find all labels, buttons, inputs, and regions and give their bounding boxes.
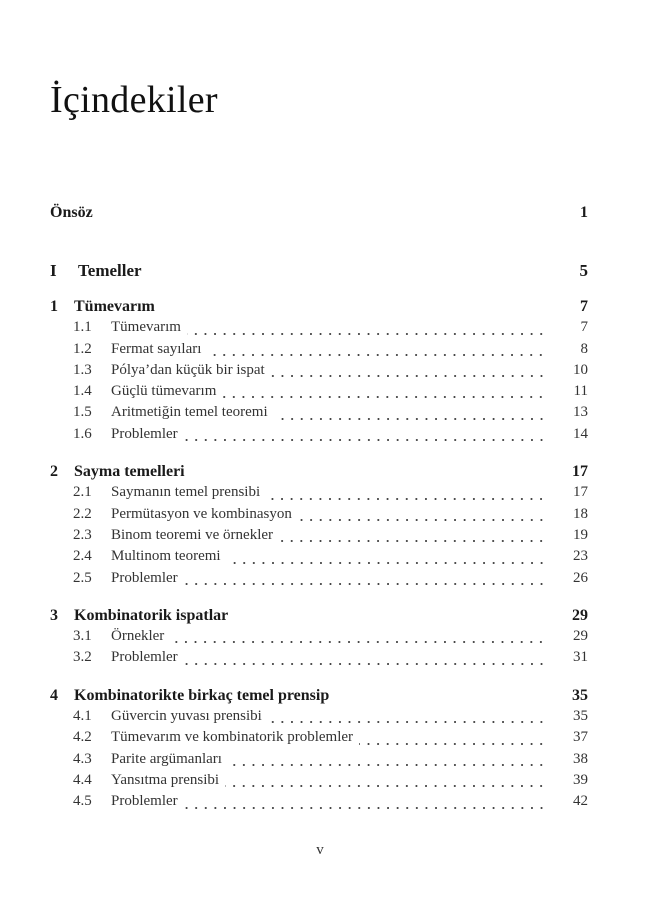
table-of-contents [50,200,588,813]
dot-leader [207,339,546,360]
section-number: 1.6 [73,425,92,442]
section-number: 4.2 [73,729,92,746]
toc-entry-section[interactable] [50,770,588,791]
entry-page: 42 [573,793,588,810]
entry-page: 29 [573,628,588,645]
entry-title: Kombinatorikte birkaç temel prensip [74,686,330,704]
page-title: İçindekiler [50,79,218,121]
entry-page: 35 [573,708,588,725]
toc-entry-section[interactable] [50,626,588,647]
dot-leader [268,706,546,727]
toc-entry-chapter[interactable] [50,296,588,317]
section-number: 3.1 [73,628,92,645]
dot-leader [187,318,546,339]
entry-page: 7 [580,298,588,315]
toc-entry-section[interactable] [50,360,588,381]
entry-title: Fermat sayıları [111,340,202,357]
entry-title: Problemler [111,649,178,666]
entry-page: 31 [573,649,588,666]
entry-page: 5 [579,261,588,280]
entry-title: Tümevarım ve kombinatorik problemler [111,729,354,746]
toc-entry-section[interactable] [50,647,588,668]
chapter-number: 3 [50,606,58,624]
toc-entry-section[interactable] [50,317,588,338]
toc-entry-section[interactable] [50,339,588,360]
toc-entry-section[interactable] [50,546,588,567]
section-number: 1.4 [73,383,92,400]
section-number: 4.5 [73,793,92,810]
entry-title: Kombinatorik ispatlar [74,606,229,624]
entry-title: Örnekler [111,628,165,645]
entry-title: Pólya’dan küçük bir ispat [111,361,265,378]
entry-page: 14 [573,425,588,442]
toc-entry-section[interactable] [50,402,588,423]
section-number: 1.2 [73,340,92,357]
entry-page: 10 [573,361,588,378]
section-number: 1.3 [73,361,92,378]
entry-title: Temeller [78,261,142,280]
entry-page: 26 [573,569,588,586]
entry-page: 17 [573,484,588,501]
dot-leader [222,381,546,402]
entry-title: Aritmetiğin temel teoremi [111,404,268,421]
section-number: 2.5 [73,569,92,586]
section-number: 2.4 [73,548,92,565]
dot-leader [184,792,546,813]
toc-entry-section[interactable] [50,706,588,727]
section-number: 2.3 [73,526,92,543]
chapter-number: 4 [50,686,58,704]
section-number: 4.1 [73,708,92,725]
section-number: 2.1 [73,484,92,501]
entry-title: Yansıtma prensibi [111,771,220,788]
toc-entry-section[interactable] [50,568,588,589]
section-number: 3.2 [73,649,92,666]
section-number: 1.5 [73,404,92,421]
toc-entry-chapter[interactable] [50,605,588,626]
dot-leader [228,749,546,770]
entry-title: Güvercin yuvası prensibi [111,708,262,725]
toc-entry-section[interactable] [50,424,588,445]
toc-entry-section[interactable] [50,482,588,503]
dot-leader [279,525,546,546]
section-number: 4.4 [73,771,92,788]
entry-title: Sayma temelleri [74,463,185,481]
entry-title: Güçlü tümevarım [111,383,217,400]
entry-title: Binom teoremi ve örnekler [111,526,274,543]
chapter-number: 2 [50,463,58,481]
entry-page: 7 [580,319,588,336]
entry-title: Parite argümanları [111,750,222,767]
section-number: 4.3 [73,750,92,767]
toc-entry-chapter[interactable] [50,685,588,706]
entry-page: 17 [572,463,588,481]
entry-page: 38 [573,750,588,767]
toc-entry-section[interactable] [50,504,588,525]
part-number: I [50,261,57,280]
entry-page: 23 [573,548,588,565]
entry-title: Tümevarım [74,298,155,315]
entry-page: 19 [573,526,588,543]
entry-page: 18 [573,505,588,522]
entry-page: 13 [573,404,588,421]
entry-page: 37 [573,729,588,746]
toc-entry-section[interactable] [50,749,588,770]
toc-entry-section[interactable] [50,791,588,812]
entry-page: 35 [572,686,588,704]
entry-title: Tümevarım [111,319,181,336]
dot-leader [184,568,546,589]
dot-leader [266,483,546,504]
dot-leader [227,547,546,568]
entry-title: Multinom teoremi [111,548,221,565]
entry-page: 39 [573,771,588,788]
dot-leader [184,648,546,669]
page-number: v [316,842,324,858]
chapter-number: 1 [50,298,58,315]
dot-leader [184,424,546,445]
dot-leader [359,728,546,749]
dot-leader [225,770,546,791]
section-number: 1.1 [73,319,92,336]
section-number: 2.2 [73,505,92,522]
dot-leader [298,504,546,525]
entry-title: Problemler [111,569,178,586]
toc-entry-part[interactable] [50,258,588,284]
entry-title: Saymanın temel prensibi [111,484,261,501]
toc-entry-preface[interactable] [50,200,588,226]
toc-entry-section[interactable] [50,381,588,402]
toc-entry-chapter[interactable] [50,461,588,482]
dot-leader [271,360,546,381]
entry-title: Problemler [111,425,178,442]
entry-page: 8 [580,340,588,357]
dot-leader [170,626,546,647]
toc-entry-section[interactable] [50,727,588,748]
entry-title: Problemler [111,793,178,810]
toc-entry-section[interactable] [50,525,588,546]
entry-page: 1 [580,204,588,221]
entry-title: Permütasyon ve kombinasyon [111,505,292,522]
dot-leader [274,403,546,424]
entry-title: Önsöz [50,204,93,221]
entry-page: 29 [572,606,588,624]
entry-page: 11 [573,383,588,400]
